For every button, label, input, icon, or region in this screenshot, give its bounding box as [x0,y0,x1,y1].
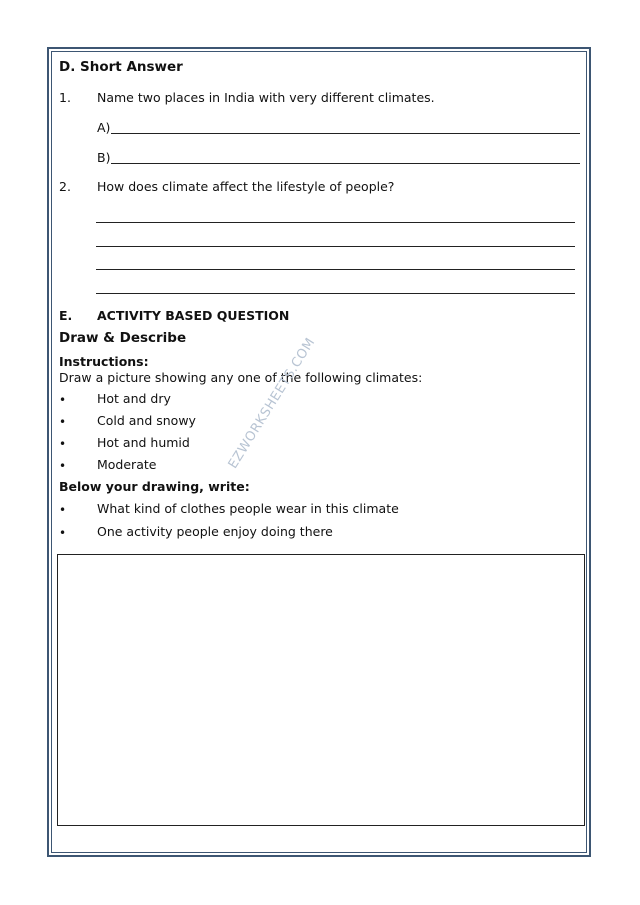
watermark: EZWORKSHEETS.COM [225,335,319,472]
bullet-icon: • [59,415,67,429]
bullet-icon: • [59,393,67,407]
climate-item: Moderate [97,457,157,472]
section-d-heading: D. Short Answer [59,59,183,75]
bullet-icon: • [59,526,67,540]
answer-a-label: A) [97,120,111,135]
section-e-heading: ACTIVITY BASED QUESTION [97,308,290,323]
climate-item: Cold and snowy [97,413,196,428]
answer-line[interactable] [96,269,575,270]
bullet-icon: • [59,503,67,517]
question-2-number: 2. [59,179,71,194]
answer-a-line[interactable] [111,133,580,134]
answer-b-line[interactable] [111,163,580,164]
instructions-label: Instructions: [59,354,149,369]
question-1-number: 1. [59,90,71,105]
write-item: What kind of clothes people wear in this climate [97,501,399,516]
section-e-letter: E. [59,308,73,323]
answer-b-label: B) [97,150,111,165]
bullet-icon: • [59,459,67,473]
climate-item: Hot and humid [97,435,190,450]
instructions-text: Draw a picture showing any one of the following climates: [59,370,423,385]
write-item: One activity people enjoy doing there [97,524,333,539]
bullet-icon: • [59,437,67,451]
answer-line[interactable] [96,246,575,247]
question-1-text: Name two places in India with very different climates. [97,90,435,105]
drawing-box[interactable] [57,554,585,826]
answer-line[interactable] [96,222,575,223]
draw-describe-subheading: Draw & Describe [59,330,187,346]
question-2-text: How does climate affect the lifestyle of people? [97,179,395,194]
climate-item: Hot and dry [97,391,171,406]
answer-line[interactable] [96,293,575,294]
below-drawing-label: Below your drawing, write: [59,479,250,494]
